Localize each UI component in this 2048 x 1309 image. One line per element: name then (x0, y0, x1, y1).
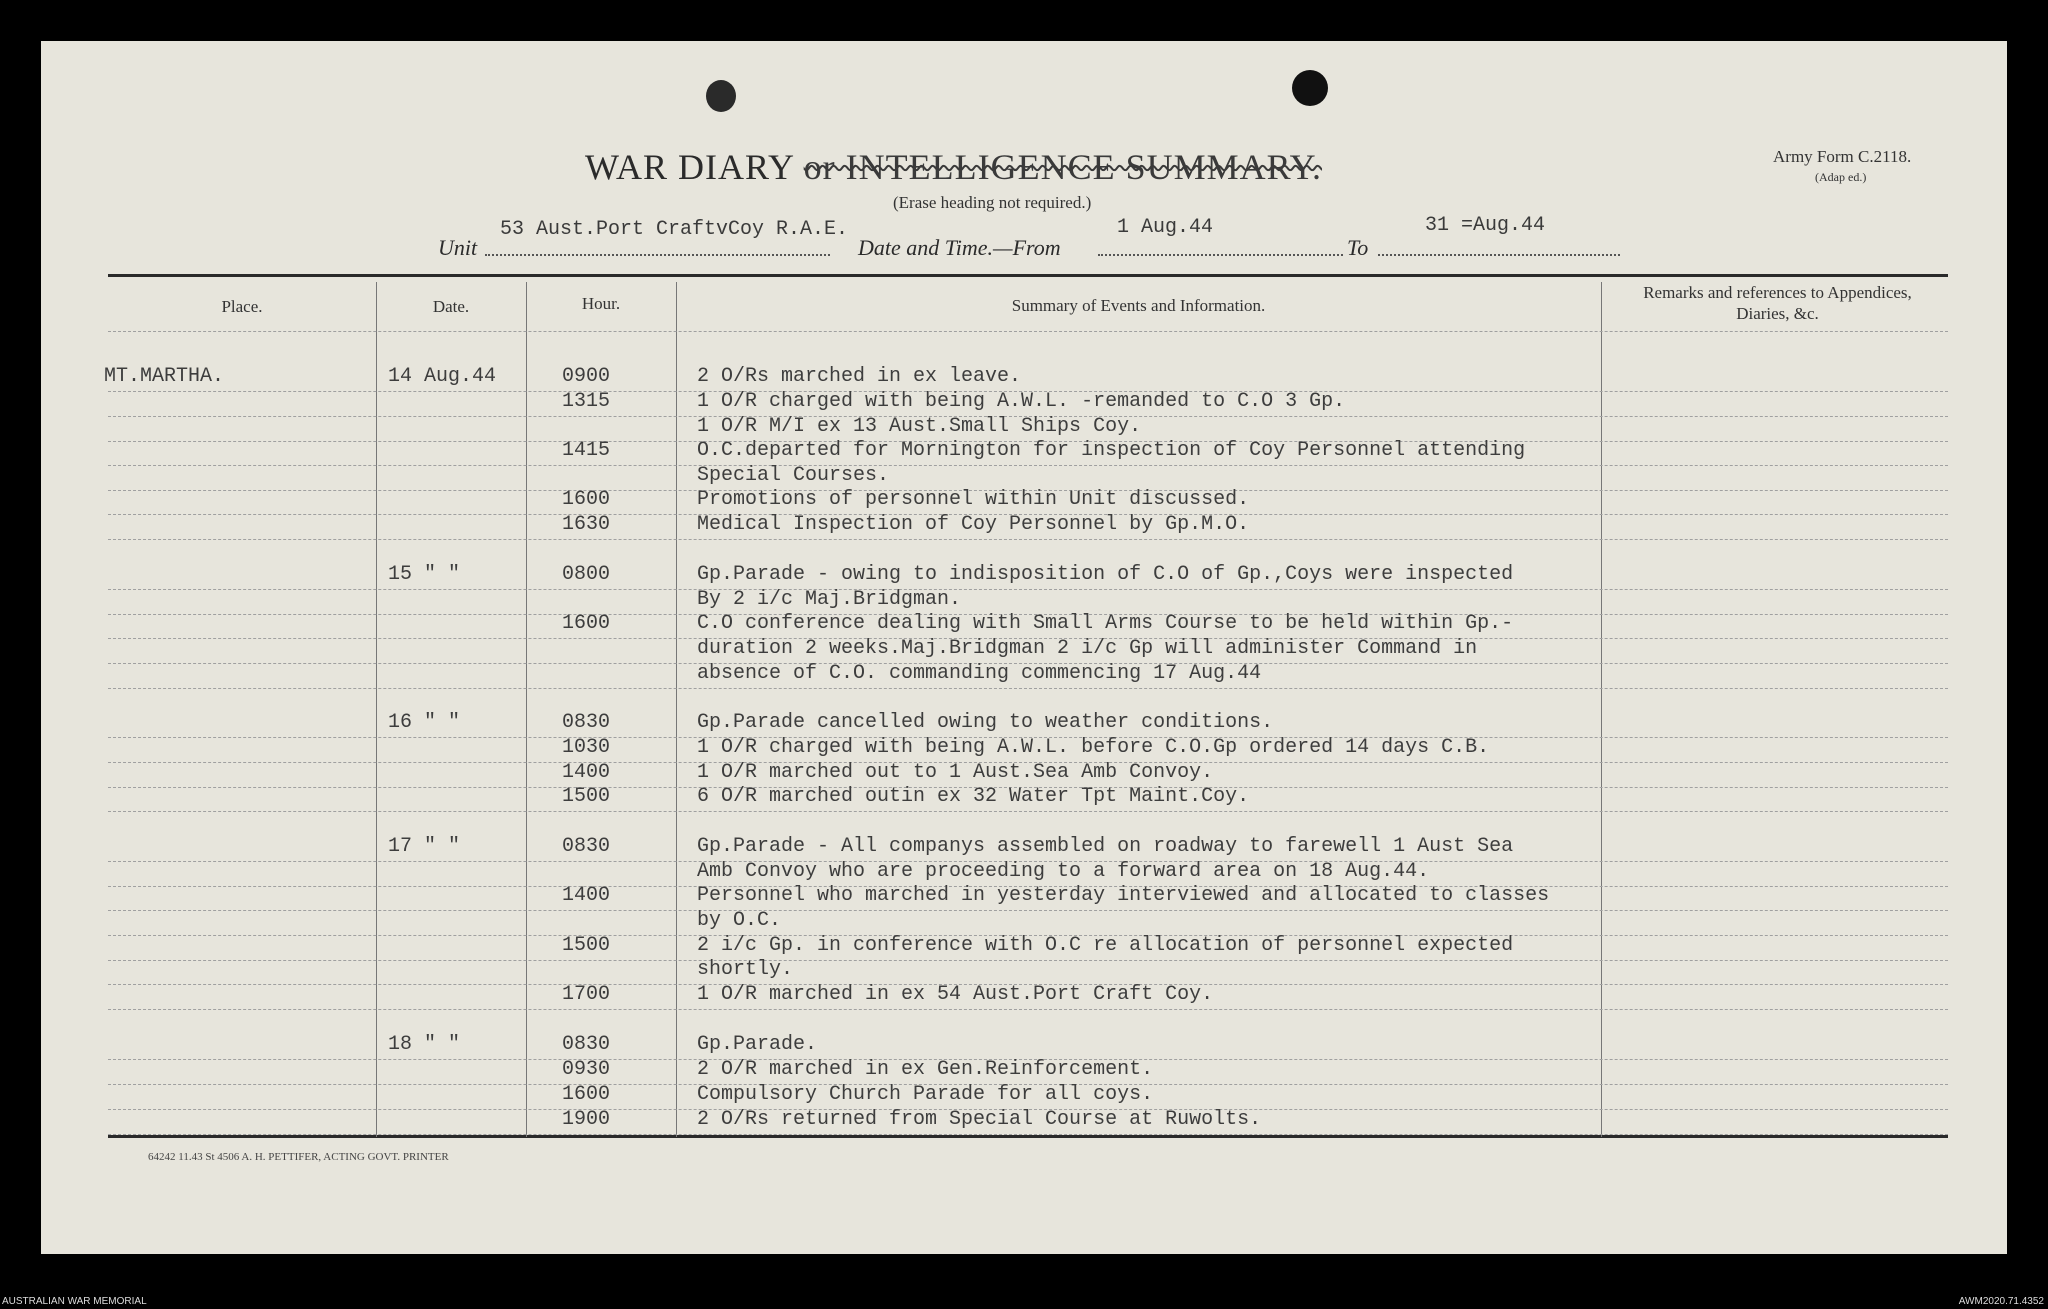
table-bottom-rule (108, 1135, 1948, 1138)
summary-cell: O.C.departed for Mornington for inspection of Coy Personnel attending (697, 439, 1526, 462)
punch-hole (1292, 70, 1328, 106)
hour-cell: 1600 (562, 612, 611, 635)
unit-value: 53 Aust.Port CraftvCoy R.A.E. (500, 218, 849, 241)
hour-cell: 0830 (562, 711, 611, 734)
row-rule (108, 1134, 1948, 1135)
place-cell: MT.MARTHA. (104, 365, 225, 388)
summary-cell: Gp.Parade. (697, 1033, 818, 1056)
hour-cell: 1700 (562, 983, 611, 1006)
summary-cell: 1 O/R charged with being A.W.L. -remanded to C.O 3 Gp. (697, 390, 1346, 413)
summary-cell: Special Courses. (697, 464, 890, 487)
row-rule (108, 811, 1948, 812)
hour-cell: 1400 (562, 884, 611, 907)
hour-cell: 1600 (562, 1083, 611, 1106)
summary-cell: Amb Convoy who are proceeding to a forward area on 18 Aug.44. (697, 860, 1430, 883)
summary-cell: shortly. (697, 958, 794, 981)
summary-cell: 2 i/c Gp. in conference with O.C re allocation of personnel expected (697, 934, 1514, 957)
to-dotted-line (1378, 254, 1620, 256)
hour-cell: 1900 (562, 1108, 611, 1131)
hour-cell: 0800 (562, 563, 611, 586)
archive-reference: AWM2020.71.4352 (1958, 1296, 2044, 1307)
summary-cell: Medical Inspection of Coy Personnel by Gp.M.O. (697, 513, 1250, 536)
summary-cell: by O.C. (697, 909, 782, 932)
row-rule (108, 539, 1948, 540)
column-header-place: Place. (221, 297, 263, 316)
printer-imprint: 64242 11.43 St 4506 A. H. PETTIFER, ACTING GOVT. PRINTER (148, 1151, 449, 1163)
column-header-date: Date. (432, 297, 470, 316)
summary-cell: Gp.Parade - All companys assembled on roadway to farewell 1 Aust Sea (697, 835, 1514, 858)
summary-cell: Promotions of personnel within Unit discussed. (697, 488, 1250, 511)
summary-cell: absence of C.O. commanding commencing 17 Aug.44 (697, 662, 1262, 685)
summary-cell: Gp.Parade cancelled owing to weather conditions. (697, 711, 1274, 734)
row-rule (108, 960, 1948, 961)
hour-cell: 0900 (562, 365, 611, 388)
date-cell: 14 Aug.44 (388, 365, 497, 388)
table-top-rule (108, 274, 1948, 277)
punch-hole (706, 80, 736, 112)
summary-cell: Gp.Parade - owing to indisposition of C.O of Gp.,Coys were inspected (697, 563, 1514, 586)
column-header-remarks: Remarks and references to Appendices, Diaries, &c. (1643, 283, 1912, 323)
hour-cell: 1500 (562, 785, 611, 808)
date-cell: 18 " " (388, 1033, 461, 1056)
to-date-value: 31 =Aug.44 (1425, 214, 1546, 237)
hour-cell: 1630 (562, 513, 611, 536)
summary-cell: C.O conference dealing with Small Arms Course to be held within Gp.- (697, 612, 1514, 635)
hour-cell: 1600 (562, 488, 611, 511)
row-rule (108, 910, 1948, 911)
hour-cell: 1315 (562, 390, 611, 413)
hour-cell: 1400 (562, 761, 611, 784)
erase-note: (Erase heading not required.) (893, 193, 1092, 212)
row-rule (108, 1009, 1948, 1010)
adaptation-note: (Adap ed.) (1815, 170, 1867, 184)
unit-dotted-line (485, 254, 830, 256)
archive-caption: AUSTRALIAN WAR MEMORIAL (2, 1296, 147, 1307)
summary-cell: 1 O/R marched in ex 54 Aust.Port Craft Coy. (697, 983, 1214, 1006)
header-separator (108, 331, 1948, 332)
column-header-summary: Summary of Events and Information. (1011, 296, 1266, 315)
summary-cell: By 2 i/c Maj.Bridgman. (697, 588, 962, 611)
summary-cell: Personnel who marched in yesterday interviewed and allocated to classes (697, 884, 1550, 907)
to-label: To (1347, 235, 1369, 260)
date-cell: 17 " " (388, 835, 461, 858)
army-form-number: Army Form C.2118. (1773, 147, 1912, 166)
row-rule (108, 589, 1948, 590)
hour-cell: 0830 (562, 1033, 611, 1056)
column-header-hour: Hour. (581, 294, 621, 313)
unit-label: Unit (438, 235, 478, 260)
summary-cell: 1 O/R M/I ex 13 Aust.Small Ships Coy. (697, 415, 1142, 438)
row-rule (108, 688, 1948, 689)
hour-cell: 1500 (562, 934, 611, 957)
summary-cell: 2 O/Rs returned from Special Course at Ruwolts. (697, 1108, 1262, 1131)
row-rule (108, 465, 1948, 466)
from-dotted-line (1098, 254, 1343, 256)
summary-cell: duration 2 weeks.Maj.Bridgman 2 i/c Gp will administer Command in (697, 637, 1478, 660)
date-cell: 16 " " (388, 711, 461, 734)
summary-cell: 2 O/R marched in ex Gen.Reinforcement. (697, 1058, 1154, 1081)
hour-cell: 0830 (562, 835, 611, 858)
struck-heading: or INTELLIGENCE SUMMARY. (803, 147, 1323, 187)
hour-cell: 1030 (562, 736, 611, 759)
summary-cell: 6 O/R marched outin ex 32 Water Tpt Maint.Coy. (697, 785, 1250, 808)
date-cell: 15 " " (388, 563, 461, 586)
document-title: WAR DIARY or INTELLIGENCE SUMMARY. (585, 147, 1323, 187)
summary-cell: 1 O/R charged with being A.W.L. before C.O.Gp ordered 14 days C.B. (697, 736, 1490, 759)
hour-cell: 1415 (562, 439, 611, 462)
summary-cell: 2 O/Rs marched in ex leave. (697, 365, 1022, 388)
date-time-label: Date and Time.—From (858, 235, 1061, 260)
summary-cell: Compulsory Church Parade for all coys. (697, 1083, 1154, 1106)
summary-cell: 1 O/R marched out to 1 Aust.Sea Amb Convoy. (697, 761, 1214, 784)
from-date-value: 1 Aug.44 (1117, 216, 1214, 239)
hour-cell: 0930 (562, 1058, 611, 1081)
